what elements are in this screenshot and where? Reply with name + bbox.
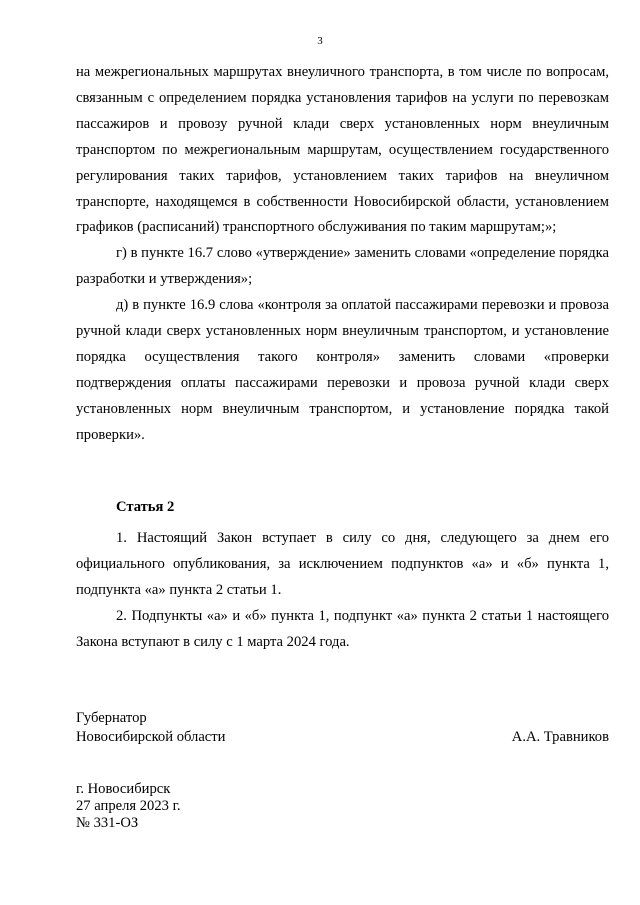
body-text — [76, 60, 609, 449]
signature-block — [76, 709, 609, 747]
paragraph-continuation: на межрегиональных маршрутах внеуличного транспорта, в том числе по вопросам, связанным с определением порядка установления тарифов на услуги по перевозкам пассажиров и провозу ручной клади сверх установленных норм внеуличным транспортом по межрегиональным маршрутам, осуществлением государственного регулирования таких тарифов, установлением таких тарифов на внеуличном транспорте, находящемся в собственности Новосибирской области, установлением графиков (расписаний) транспортного обслуживания по таким маршрутам;»; — [76, 64, 609, 236]
article-paragraph-1: 1. Настоящий Закон вступает в силу со дня, следующего за днем его официального опубликования, за исключением подпунктов «а» и «б» пункта 1, подпункта «а» пункта 2 статьи 1. — [76, 530, 609, 598]
signatory-name: А.А. Травников — [511, 729, 609, 745]
paragraph-item-d: д) в пункте 16.9 слова «контроля за оплатой пассажирами перевозки и провоза ручной клади сверх установленных норм внеуличным транспортом, и установление порядка осуществления такого контроля» заменить словами «проверки подтверждения оплаты пассажирами перевозки и провоза ручной клади сверх установленных норм внеуличным транспортом, и установление порядка такой проверки». — [76, 297, 609, 443]
signatory-position-line1: Губернатор — [76, 710, 147, 726]
signatory-position-line2: Новосибирской области — [76, 729, 226, 745]
signature-row — [76, 728, 609, 747]
place-date-block — [76, 781, 181, 832]
page-number: 3 — [317, 35, 323, 47]
law-number: № 331-ОЗ — [76, 815, 139, 831]
paragraph-item-g: г) в пункте 16.7 слово «утверждение» заменить словами «определение порядка разработки и утверждения»; — [76, 245, 609, 288]
law-date: 27 апреля 2023 г. — [76, 798, 181, 814]
place-city: г. Новосибирск — [76, 781, 171, 797]
article-text — [76, 526, 609, 656]
article-title: Статья 2 — [116, 499, 175, 515]
article-paragraph-2: 2. Подпункты «а» и «б» пункта 1, подпункт «а» пункта 2 статьи 1 настоящего Закона вступают в силу с 1 марта 2024 года. — [76, 607, 609, 650]
